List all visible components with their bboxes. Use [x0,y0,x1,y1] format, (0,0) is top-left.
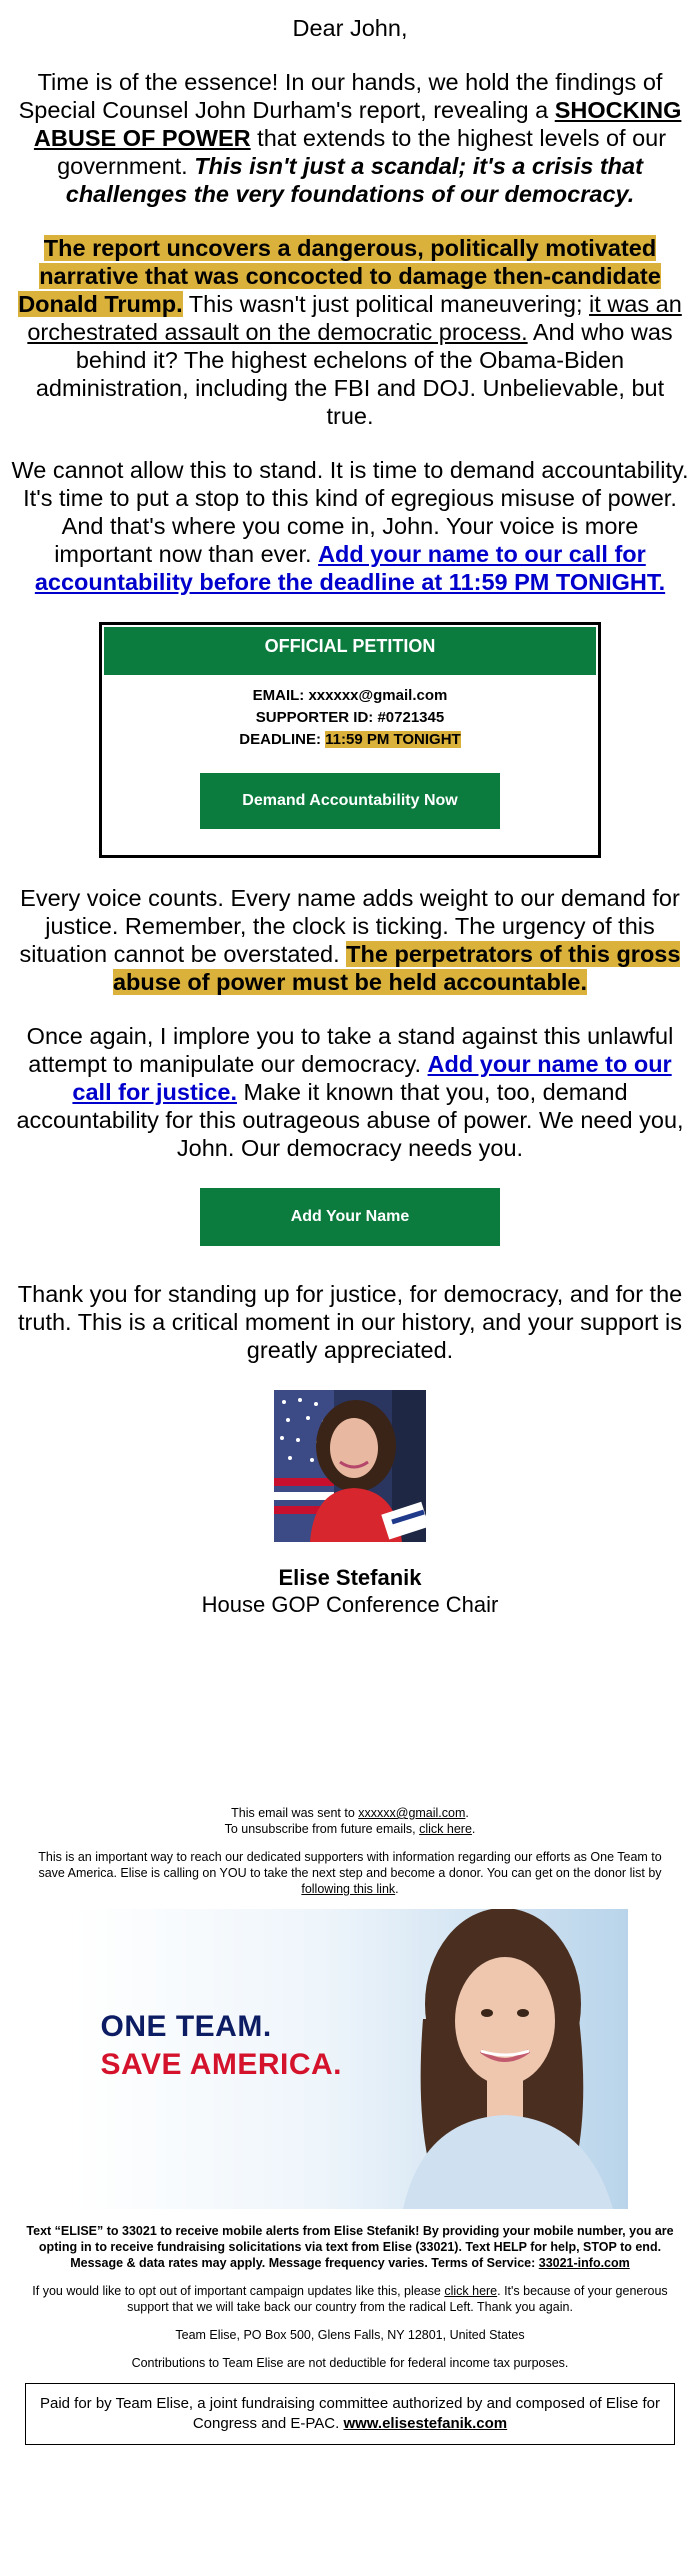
recipient-email-link[interactable]: xxxxxx@gmail.com [358,1806,466,1820]
tax-notice: Contributions to Team Elise are not deductible for federal income tax purposes. [131,2356,569,2370]
p4-text: Every voice counts. Every name adds weight to our demand for justice. Remember, the clock is ticking. The urgency of this situation cannot be overstated. [19,885,680,967]
optout-prefix: If you would like to opt out of important campaign updates like this, please [32,2284,445,2298]
unsub-suffix: . [471,1822,476,1836]
donor-notice [24,1849,676,1897]
optout-link[interactable]: click here [444,2284,498,2298]
petition-email: EMAIL: xxxxxx@gmail.com [252,687,448,704]
paragraph-3 [10,456,690,596]
paragraph-5 [10,1022,690,1162]
p2-highlight: The report uncovers a dangerous, politically motivated narrative that was concocted to damage then-candidate Donald Trump. [18,235,661,317]
paragraph-6: Thank you for standing up for justice, for democracy, and for the truth. This is a critical moment in our history, and your support is greatly appreciated. [17,1281,683,1363]
add-your-name-button[interactable]: Add Your Name [200,1188,500,1246]
p2-text-2: And who was behind it? The highest echelons of the Obama-Biden administration, including the FBI and DOJ. Unbelievable, but true. [35,319,673,429]
unsub-prefix: To unsubscribe from future emails, [224,1822,420,1836]
official-petition [99,622,601,858]
spacer [0,1619,700,1805]
paragraph-2 [10,234,690,430]
p3-text: We cannot allow this to stand. It is time to demand accountability. It's time to put a stop to this kind of egregious misuse of power. And that's where you come in, John. Your voice is more important now than ever. [11,457,689,567]
p5-text: Once again, I implore you to take a stand against this unlawful attempt to manipulate our democracy. [26,1023,674,1077]
sms-text: Text “ELISE” to 33021 to receive mobile alerts from Elise Stefanik! By providing your mobile number, you are opting in to receive fundraising solicitations via text from Elise (33021). Text HELP for help, STOP to end. Message & data rates may apply. Message frequency varies. Terms of Service: [26,2224,674,2270]
footer [0,1805,700,2371]
petition-body [102,677,598,855]
p1-text-2: that extends to the highest levels of our government. [57,125,667,179]
sms-notice [24,2223,676,2271]
p1-italic: This isn't just a scandal; it's a crisis that challenges the very foundations of our democracy. [65,153,643,207]
donor-notice-text: This is an important way to reach our dedicated supporters with information regarding our efforts as One Team to save America. Elise is calling on YOU to take the next step and become a donor. You can get on the donor list by [38,1850,662,1880]
signature-title: House GOP Conference Chair [201,1592,499,1617]
donor-notice-suffix: . [395,1882,399,1896]
petition-header: OFFICIAL PETITION [102,625,598,677]
sent-suffix: . [465,1806,469,1820]
deadline-label: DEADLINE: [239,731,326,748]
optout-notice [24,2283,676,2315]
p4-highlight: The perpetrators of this gross abuse of power must be held accountable. [112,941,681,995]
petition-deadline [102,729,598,751]
p2-underline: it was an orchestrated assault on the democratic process. [27,291,682,345]
paid-for-box [25,2383,675,2445]
donor-list-link[interactable]: following this link [301,1882,396,1896]
terms-link[interactable]: 33021-info.com [538,2256,630,2270]
mailing-address: Team Elise, PO Box 500, Glens Falls, NY 12801, United States [175,2328,525,2342]
petition-supporter-id: SUPPORTER ID: #0721345 [255,709,445,726]
signature-name: Elise Stefanik [278,1565,422,1590]
paragraph-1 [10,68,690,208]
optout-suffix: . It's because of your generous support that we will take back our country from the radical Left. Thank you again. [127,2284,668,2314]
unsubscribe-link[interactable]: click here [419,1822,472,1836]
sent-prefix: This email was sent to [231,1806,359,1820]
paragraph-4 [10,884,690,996]
p1-text: Time is of the essence! In our hands, we hold the findings of Special Counsel John Durham's report, revealing a [18,69,663,123]
accountability-link[interactable]: Add your name to our call for accountability before the deadline at 11:59 PM TONIGHT. [34,541,666,595]
deadline-value: 11:59 PM TONIGHT [325,731,461,748]
website-link[interactable]: www.elisestefanik.com [343,2415,508,2432]
paid-for-text: Paid for by Team Elise, a joint fundraising committee authorized by and composed of Elise for Congress and E-PAC. [39,2395,661,2432]
greeting: Dear John, [292,15,408,41]
p2-text: This wasn't just political maneuvering; [182,291,590,317]
signature-photo [0,1390,700,1547]
banner-line-1: ONE TEAM. [100,2010,272,2043]
p1-emphasis: SHOCKING ABUSE OF POWER [33,97,682,151]
p5-text-2: Make it known that you, too, demand accountability for this outrageous abuse of power. We need you, John. Our democracy needs you. [16,1079,684,1161]
sent-notice [24,1805,676,1837]
portrait-image [274,1390,426,1542]
one-team-banner[interactable] [73,1909,628,2209]
banner-line-2: SAVE AMERICA. [100,2048,343,2081]
justice-link[interactable]: Add your name to our call for justice. [72,1051,672,1105]
demand-accountability-button[interactable]: Demand Accountability Now [200,773,500,829]
